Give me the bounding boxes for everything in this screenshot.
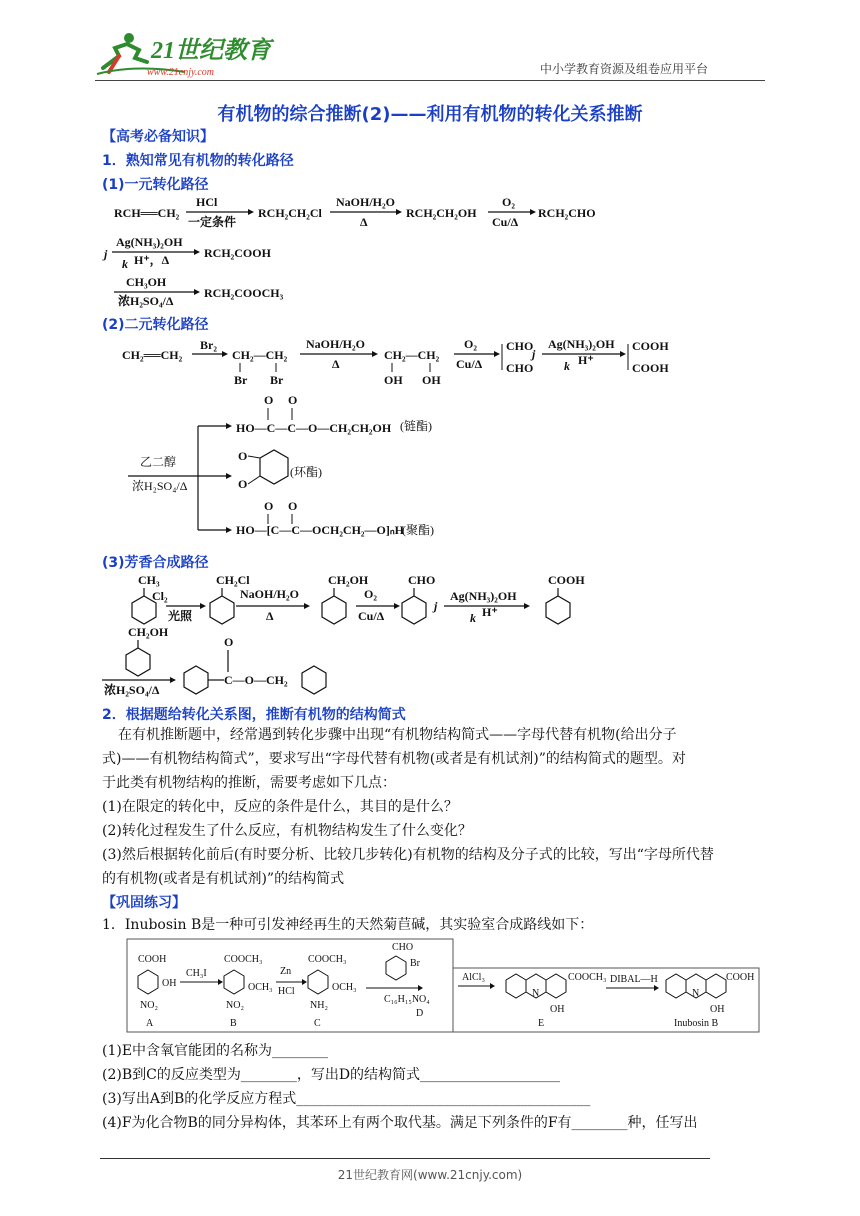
r3-reagent: CH₂OH bbox=[128, 625, 169, 639]
r3-c1-bot: 光照 bbox=[168, 609, 193, 623]
sch-f-oh: OH bbox=[710, 1004, 725, 1015]
site-logo bbox=[95, 28, 275, 80]
sch-a-oh: OH bbox=[162, 978, 177, 989]
r2-c3-bot: Cu/Δ bbox=[456, 357, 483, 371]
sch-a-label: A bbox=[146, 1018, 154, 1029]
heading-1-3: (3)芳香合成路径 bbox=[102, 555, 209, 571]
sch-b-och3: OCH₃ bbox=[248, 982, 273, 993]
r1-s3: RCH₂CH₂OH bbox=[406, 206, 477, 220]
sch-rd-br: Br bbox=[410, 958, 420, 969]
sch-c-top: COOCH₃ bbox=[308, 954, 347, 965]
sch-d: C₁₆H₁₅NO₄ bbox=[384, 994, 430, 1005]
r2-s3-a: OH bbox=[384, 373, 403, 387]
r2-s5-b: COOH bbox=[632, 361, 669, 375]
r3-s1: CH₃ bbox=[138, 573, 160, 587]
r2-p1-o2: O bbox=[288, 393, 298, 407]
sch-r4: AlCl₃ bbox=[462, 972, 485, 983]
point-3-line-1: (3)然后根据转化前后(有时要分析、比较几步转化)有机物的结构及分子式的比较，写出“字母所代替 bbox=[102, 847, 714, 863]
r1-c2-top: NaOH/H₂O bbox=[336, 195, 395, 209]
r2-reagent-top: 乙二醇 bbox=[140, 455, 177, 469]
sch-f-sub: COOH bbox=[726, 972, 755, 983]
point-2: (2)转化过程发生了什么反应，有机物结构发生了什么变化？ bbox=[102, 823, 472, 839]
r2-s4-b: CHO bbox=[506, 361, 534, 375]
r2-p3-o2: O bbox=[288, 499, 298, 513]
r1-j: j bbox=[104, 247, 108, 261]
r1-k: k bbox=[122, 257, 128, 271]
r3-s2: CH₂Cl bbox=[216, 573, 250, 587]
sch-r1: CH₃I bbox=[186, 968, 207, 979]
sch-r2-top: Zn bbox=[280, 966, 292, 977]
r2-j: j bbox=[532, 347, 536, 361]
r2-p2-o2: O bbox=[238, 477, 248, 491]
r1-c1-bot: 一定条件 bbox=[188, 215, 237, 229]
point-3-line-2: 的有机物(或者是有机试剂)”的结构简式 bbox=[102, 871, 345, 887]
r3-ester: C—O—CH₂ bbox=[224, 673, 288, 687]
sch-e-oh: OH bbox=[550, 1004, 565, 1015]
sch-b-no2: NO₂ bbox=[226, 1000, 244, 1011]
sch-c-label: C bbox=[314, 1018, 321, 1029]
r2-p1-o1: O bbox=[264, 393, 274, 407]
r2-s4-a: CHO bbox=[506, 339, 534, 353]
r1-c4-top: Ag(NH₃)₂OH bbox=[116, 235, 183, 249]
sch-a-no2: NO₂ bbox=[140, 1000, 158, 1011]
r2-s5-a: COOH bbox=[632, 339, 669, 353]
sch-f-n: N bbox=[692, 988, 700, 999]
r3-j: j bbox=[434, 599, 438, 613]
heading-1-1: (1)一元转化路径 bbox=[102, 177, 209, 193]
para-2-line-3: 于此类有机物结构的推断，需要考虑如下几点： bbox=[102, 775, 396, 791]
sch-rd-top: CHO bbox=[392, 942, 414, 953]
r3-c3-top: O₂ bbox=[364, 587, 377, 601]
r2-c1: Br₂ bbox=[200, 338, 217, 352]
q1-part-4: (4)F为化合物B的同分异构体，其苯环上有两个取代基。满足下列条件的F有________种，任写出 bbox=[102, 1115, 698, 1131]
sch-e-n: N bbox=[532, 988, 540, 999]
r3-c4-top: Ag(NH₃)₂OH bbox=[450, 589, 517, 603]
r1-c3-top: O₂ bbox=[502, 195, 515, 209]
r1-c5-top: CH₃OH bbox=[126, 275, 167, 289]
sch-d-label: D bbox=[416, 1008, 424, 1019]
r2-reagent-bot: 浓H₂SO₄/Δ bbox=[132, 479, 188, 493]
r2-s2-top: CH₂—CH₂ bbox=[232, 348, 288, 362]
r3-c3-bot: Cu/Δ bbox=[358, 609, 385, 623]
q1-part-1: (1)E中含氧官能团的名称为________ bbox=[102, 1043, 329, 1059]
sch-f-label: Inubosin B bbox=[674, 1018, 719, 1029]
q1-part-2: (2)B到C的反应类型为________，写出D的结构简式____________________ bbox=[102, 1067, 561, 1083]
r2-c3-top: O₂ bbox=[464, 337, 477, 351]
sch-c-och3: OCH₃ bbox=[332, 982, 357, 993]
sch-b-top: COOCH₃ bbox=[224, 954, 263, 965]
header-platform-text: 中小学教育资源及组卷应用平台 bbox=[540, 62, 709, 76]
route-3-diagram bbox=[100, 570, 620, 698]
route-2-diagram bbox=[118, 334, 678, 548]
r1-c1-top: HCl bbox=[196, 195, 218, 209]
synthesis-scheme bbox=[126, 938, 762, 1034]
r2-p2-label: (环酯) bbox=[290, 465, 322, 479]
footer-text: 21世纪教育网(www.21cnjy.com) bbox=[337, 1168, 523, 1182]
r2-s2-a: Br bbox=[234, 373, 248, 387]
point-1: (1)在限定的转化中，反应的条件是什么，其目的是什么？ bbox=[102, 799, 458, 815]
section-knowledge: 【高考必备知识】 bbox=[102, 129, 214, 145]
r2-s1: CH₂══CH₂ bbox=[122, 348, 183, 362]
r1-s1: RCH══CH₂ bbox=[114, 206, 180, 220]
r1-c2-bot: Δ bbox=[360, 215, 368, 229]
r1-s2: RCH₂CH₂Cl bbox=[258, 206, 322, 220]
r2-c4-top: Ag(NH₃)₂OH bbox=[548, 337, 615, 351]
r1-s6: RCH₂COOCH₃ bbox=[204, 286, 284, 300]
r1-s4: RCH₂CHO bbox=[538, 206, 596, 220]
footer-divider bbox=[100, 1158, 710, 1159]
sch-b-label: B bbox=[230, 1018, 237, 1029]
r1-c4-bot: H⁺，Δ bbox=[134, 253, 170, 267]
heading-1: 1．熟知常见有机物的转化路径 bbox=[102, 153, 294, 169]
header-divider bbox=[95, 80, 765, 81]
r2-s3-top: CH₂—CH₂ bbox=[384, 348, 440, 362]
r3-c4-bot: H⁺ bbox=[482, 605, 498, 619]
r2-s3-b: OH bbox=[422, 373, 441, 387]
r2-p3-label: (聚酯) bbox=[402, 523, 434, 537]
r3-k: k bbox=[470, 611, 476, 625]
logo-text: 21世纪教育 bbox=[151, 38, 271, 64]
r2-c2-bot: Δ bbox=[332, 357, 340, 371]
r3-s4: CHO bbox=[408, 573, 436, 587]
sch-e-sub: COOCH₃ bbox=[568, 972, 607, 983]
sch-e-label: E bbox=[538, 1018, 545, 1029]
r2-c4-bot: H⁺ bbox=[578, 353, 594, 367]
r2-c2-top: NaOH/H₂O bbox=[306, 337, 365, 351]
heading-1-2: (2)二元转化路径 bbox=[102, 317, 209, 333]
r3-c5-bot: 浓H₂SO₄/Δ bbox=[104, 683, 160, 697]
r3-s5: COOH bbox=[548, 573, 585, 587]
r1-s5: RCH₂COOH bbox=[204, 246, 271, 260]
r3-ester-o: O bbox=[224, 635, 234, 649]
r2-s2-b: Br bbox=[270, 373, 284, 387]
sch-r2-bot: HCl bbox=[278, 986, 295, 997]
heading-2: 2．根据题给转化关系图，推断有机物的结构简式 bbox=[102, 707, 406, 723]
r2-p3-o1: O bbox=[264, 499, 274, 513]
r3-c1-top: Cl₂ bbox=[152, 589, 168, 603]
logo-url: www.21cnjy.com bbox=[147, 67, 215, 78]
q1-part-3: (3)写出A到B的化学反应方程式__________________________________________ bbox=[102, 1091, 591, 1107]
para-2-line-2: 式)——有机物结构简式”，要求写出“字母代替有机物(或者是有机试剂)”的结构简式的题型。对 bbox=[102, 751, 686, 767]
para-2-line-1: 在有机推断题中，经常遇到转化步骤中出现“有机物结构简式——字母代替有机物(给出分子 bbox=[118, 727, 677, 743]
sch-c-nh2: NH₂ bbox=[310, 1000, 328, 1011]
sch-a-top: COOH bbox=[138, 954, 167, 965]
r2-p2-o1: O bbox=[238, 449, 248, 463]
r1-c3-bot: Cu/Δ bbox=[492, 215, 519, 229]
question-1: 1．Inubosin B是一种可引发神经再生的天然菊苣碱，其实验室合成路线如下： bbox=[102, 917, 594, 933]
r3-c2-top: NaOH/H₂O bbox=[240, 587, 299, 601]
r2-k: k bbox=[564, 359, 570, 373]
page-title: 有机物的综合推断(2)——利用有机物的转化关系推断 bbox=[217, 104, 643, 125]
r1-c5-bot: 浓H₂SO₄/Δ bbox=[118, 294, 174, 308]
r3-c2-bot: Δ bbox=[266, 609, 274, 623]
sch-r5: DIBAL—H bbox=[610, 974, 658, 985]
r3-s3: CH₂OH bbox=[328, 573, 369, 587]
r2-p1-label: (链酯) bbox=[400, 419, 432, 433]
section-practice: 【巩固练习】 bbox=[102, 895, 186, 911]
r2-p3: HO—[C—C—OCH₂CH₂—O]ₙH bbox=[236, 523, 404, 537]
r2-p1: HO—C—C—O—CH₂CH₂OH bbox=[236, 421, 392, 435]
route-1-diagram bbox=[104, 192, 750, 310]
